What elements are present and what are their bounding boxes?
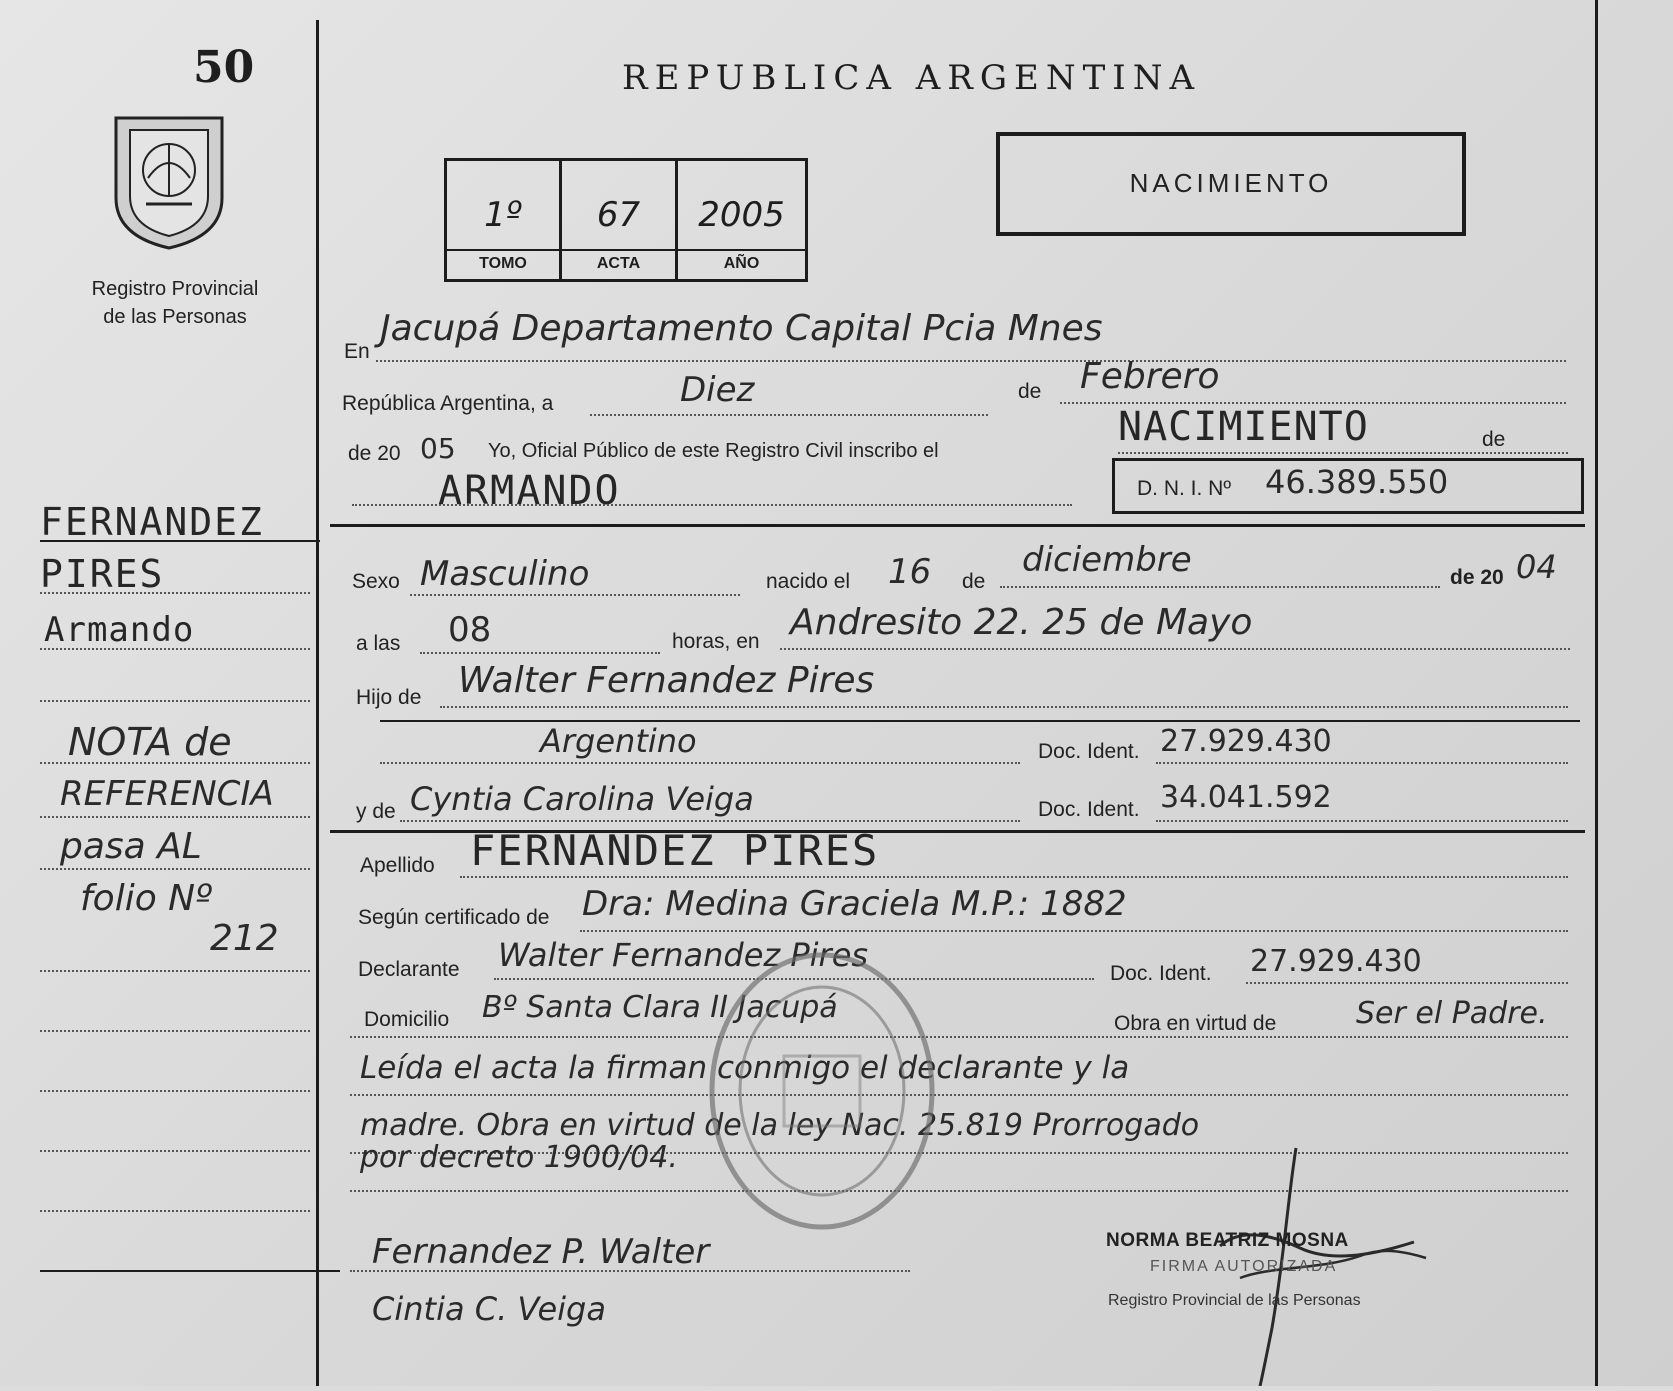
observation-line-2: madre. Obra en virtud de la ley Nac. 25.819 Prorrogado: [360, 1108, 1200, 1143]
margin-line: [40, 1210, 310, 1212]
line-mother-doc: [1156, 820, 1568, 822]
birth-month: diciembre: [1022, 540, 1192, 580]
official-role: FIRMA AUTORIZADA: [1150, 1258, 1338, 1275]
margin-note-2: REFERENCIA: [60, 774, 274, 814]
en-label: En: [344, 340, 370, 363]
margin-line: [40, 816, 310, 818]
surname-value: FERNANDEZ PIRES: [470, 826, 880, 875]
registry-name: Registro Provincial: [91, 278, 259, 300]
year-prefix: de 20: [348, 442, 401, 465]
line-surname: [460, 876, 1568, 878]
nacido-label: nacido el: [766, 570, 851, 593]
mother-doc: 34.041.592: [1160, 780, 1332, 815]
acta-label: ACTA: [562, 249, 675, 273]
republica-label: República Argentina, a: [342, 392, 554, 415]
certificate-value: Dra: Medina Graciela M.P.: 1882: [582, 884, 1127, 924]
record-type-label: NACIMIENTO: [1129, 168, 1333, 198]
record-month: Febrero: [1080, 356, 1220, 397]
dni-number: 46.389.550: [1265, 463, 1449, 501]
sexo-label: Sexo: [352, 570, 400, 593]
ano-cell: [678, 161, 805, 279]
line-name: [352, 504, 1072, 506]
line-act: [1118, 452, 1568, 454]
doc-label: Doc. Ident.: [1038, 740, 1140, 763]
margin-divider: [316, 20, 319, 1386]
official-stamp-icon: [704, 946, 940, 1236]
margin-line: [40, 700, 310, 702]
line-signature-1: [350, 1270, 910, 1272]
domicilio-label: Domicilio: [364, 1008, 450, 1031]
record-number-box: [444, 158, 808, 282]
domicile-value: Bº Santa Clara II Jacupá: [482, 990, 838, 1025]
record-day: Diez: [680, 370, 755, 410]
line-mother: [400, 820, 1020, 822]
obra-value: Ser el Padre.: [1356, 996, 1548, 1031]
de-label: de: [1018, 380, 1042, 403]
dni-label: D. N. I. Nº: [1137, 477, 1232, 500]
line-hour: [420, 652, 660, 654]
official-name: NORMA BEATRIZ MOSNA: [1106, 1230, 1349, 1251]
document-title: REPUBLICA ARGENTINA: [622, 58, 1202, 98]
line-domicile: [350, 1036, 1568, 1038]
signature-father: Fernandez P. Walter: [372, 1232, 710, 1272]
segun-label: Según certificado de: [358, 906, 550, 929]
separator-rule: [330, 524, 1585, 527]
tomo-value: 1º: [484, 195, 522, 235]
margin-note-1: NOTA de: [68, 720, 232, 764]
margin-line: [40, 648, 310, 650]
tomo-label: TOMO: [447, 249, 559, 273]
line-birth-month: [1000, 586, 1440, 588]
margin-line: [40, 970, 310, 972]
margin-line: [40, 1150, 310, 1152]
margin-surname-1: FERNANDEZ: [40, 500, 264, 544]
line-certificate: [580, 930, 1568, 932]
margin-note-4: folio Nº: [80, 878, 213, 919]
ano-value: 2005: [698, 195, 785, 235]
birth-day: 16: [888, 552, 932, 592]
declarante-doc-label: Doc. Ident.: [1110, 962, 1212, 985]
birth-de-label: de: [962, 570, 986, 593]
margin-surname-2: PIRES: [40, 552, 165, 596]
birth-year-label: de 20: [1450, 566, 1504, 589]
mother-name: Cyntia Carolina Veiga: [410, 780, 754, 818]
margin-line: [40, 1030, 310, 1032]
margin-given-name: Armando: [44, 610, 195, 650]
de-label-2: de: [1482, 428, 1506, 451]
acta-cell: [562, 161, 678, 279]
line-place: [780, 648, 1570, 650]
act-type: NACIMIENTO: [1118, 404, 1369, 450]
record-year: 05: [420, 432, 456, 465]
line-obs-1: [350, 1094, 1568, 1096]
margin-line: [40, 762, 310, 764]
dni-box: [1112, 458, 1584, 514]
registry-subtitle: de las Personas: [103, 306, 247, 328]
father-nationality: Argentino: [540, 722, 697, 760]
line-sex: [410, 594, 740, 596]
right-border: [1595, 0, 1598, 1386]
declarante-label: Declarante: [358, 958, 460, 981]
registered-name: ARMANDO: [438, 468, 621, 514]
tomo-cell: [447, 161, 562, 279]
birth-hour: 08: [448, 610, 492, 650]
margin-bottom-rule: [40, 1270, 340, 1272]
line-nationality: [380, 762, 1020, 764]
observation-line-1: Leída el acta la firman conmigo el declarante y la: [360, 1050, 1130, 1086]
line-declarant-doc: [1246, 982, 1568, 984]
horas-label: horas, en: [672, 630, 760, 653]
line-father: [440, 706, 1568, 708]
declarant-doc: 27.929.430: [1250, 944, 1422, 979]
birth-place: Andresito 22. 25 de Mayo: [790, 602, 1253, 643]
line-father-doc: [1156, 762, 1568, 764]
sex-value: Masculino: [420, 554, 590, 594]
line-day: [590, 414, 988, 416]
declarant-name: Walter Fernandez Pires: [498, 936, 869, 974]
birth-year: 04: [1516, 548, 1557, 586]
obra-label: Obra en virtud de: [1114, 1012, 1277, 1035]
doc-label-mother: Doc. Ident.: [1038, 798, 1140, 821]
margin-underline: [40, 540, 320, 542]
official-text: Yo, Oficial Público de este Registro Civil inscribo el: [488, 440, 939, 462]
place-of-record: Jacupá Departamento Capital Pcia Mnes: [380, 308, 1103, 349]
father-name: Walter Fernandez Pires: [458, 660, 875, 701]
acta-value: 67: [596, 195, 641, 235]
margin-line: [40, 1090, 310, 1092]
yde-label: y de: [356, 800, 396, 823]
page-number: 50: [193, 42, 255, 93]
provincial-seal-icon: [108, 108, 230, 250]
apellido-label: Apellido: [360, 854, 435, 877]
observation-line-3: por decreto 1900/04.: [360, 1140, 678, 1175]
alas-label: a las: [356, 632, 401, 655]
record-type-box: [996, 132, 1466, 236]
official-office: Registro Provincial de las Personas: [1108, 1292, 1361, 1309]
margin-note-3: pasa AL: [60, 826, 202, 867]
margin-line: [40, 868, 310, 870]
margin-line: [40, 592, 310, 594]
line-en: [376, 360, 1566, 362]
ano-label: AÑO: [678, 249, 805, 273]
hijo-label: Hijo de: [356, 686, 422, 709]
signature-mother: Cintia C. Veiga: [372, 1290, 606, 1328]
father-doc: 27.929.430: [1160, 724, 1332, 759]
margin-note-5: 212: [210, 918, 279, 959]
